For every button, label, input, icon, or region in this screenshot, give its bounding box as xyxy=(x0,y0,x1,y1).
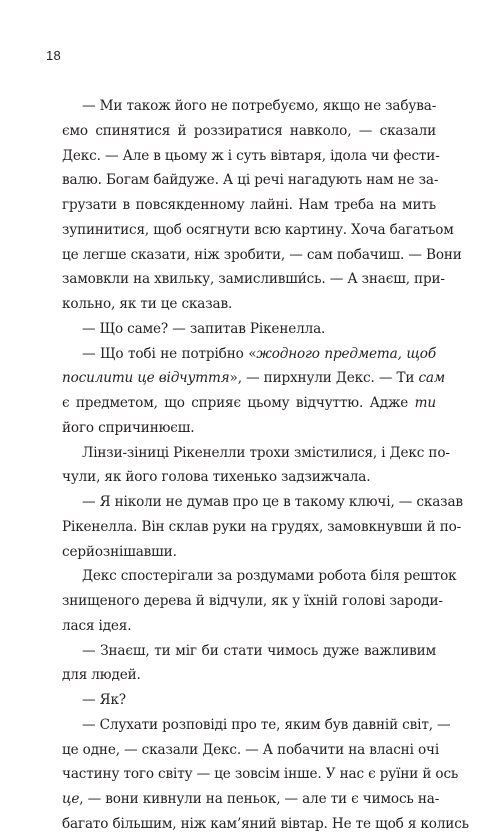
text-segment: Рікенелла. Він склав руки на грудях, замовкнувши й по- xyxy=(62,518,462,535)
text-segment: для людей. xyxy=(62,667,141,684)
italic-text: жодного предмета, щоб xyxy=(256,345,436,362)
text-line xyxy=(62,738,440,763)
text-line xyxy=(62,589,443,614)
text-segment: це легше сказати, ніж зробити, — сам побачиш. — Вони xyxy=(62,246,462,263)
text-line xyxy=(62,787,440,812)
text-line xyxy=(62,540,436,565)
text-segment: багато більшим, ніж кам’яний вівтар. Не те щоб я колись xyxy=(62,815,469,832)
text-line xyxy=(62,144,440,169)
italic-text: це xyxy=(62,791,80,807)
italic-text: ти xyxy=(414,395,436,411)
text-line xyxy=(62,564,457,589)
text-segment: Декс спостерігали за роздумами робота біля решток xyxy=(82,568,457,585)
text-line xyxy=(62,490,463,515)
text-line xyxy=(62,267,445,292)
text-segment: — Що саме? — запитав Рікенелла. xyxy=(82,320,326,337)
text-segment: , — вони кивнули на пеньок, — але ти є чимось на- xyxy=(79,791,440,807)
text-segment: », — пирхнули Декс. — Ти xyxy=(229,370,419,387)
text-segment: Декс. — Але в цьому ж і суть вівтаря, ідола чи фести- xyxy=(62,147,440,164)
text-segment: лася ідея. xyxy=(62,617,132,634)
italic-text: сам xyxy=(418,370,445,387)
italic-text: посилити це відчуття xyxy=(62,370,230,387)
text-line xyxy=(62,688,436,713)
text-segment: кольно, як ти це сказав. xyxy=(62,296,233,312)
text-line xyxy=(62,391,436,416)
text-line xyxy=(62,218,454,243)
text-line xyxy=(62,614,436,639)
text-line xyxy=(62,713,451,738)
text-line xyxy=(62,639,436,664)
text-line xyxy=(62,342,436,367)
text-segment: частину того світу — це зовсім інше. У нас є руїни й ось xyxy=(62,766,459,783)
text-line xyxy=(62,366,445,391)
text-segment: — Знаєш, ти міг би стати чимось дуже важливим xyxy=(82,642,436,659)
text-line xyxy=(62,416,436,441)
text-segment: — Що тобі не потрібно « xyxy=(82,345,257,362)
body-text xyxy=(62,94,469,837)
text-line xyxy=(62,812,469,837)
text-line xyxy=(62,243,462,268)
text-line xyxy=(62,119,436,144)
text-segment: зупинитися, щоб осягнути всю картину. Хоча багатьом xyxy=(62,221,454,238)
text-segment: це одне, — сказали Декс. — А побачити на власні очі xyxy=(62,741,440,758)
text-segment: ємо спинятися й роззиратися навколо, — сказали xyxy=(62,122,436,139)
text-segment: валю. Богам байдуже. А ці речі нагадують нам не за- xyxy=(62,172,439,189)
text-segment: — Ми також його не потребуємо, якщо не забува- xyxy=(82,98,437,114)
text-line xyxy=(62,168,439,193)
text-segment: знищеного дерева й відчули, як у їхній голові зароди- xyxy=(62,593,443,609)
text-line xyxy=(62,193,436,218)
page-number: 18 xyxy=(46,48,62,63)
text-segment: замовкли на хвильку, замисливши́сь. — А знаєш, при- xyxy=(62,271,445,288)
text-segment: серйознішавши. xyxy=(62,543,177,560)
text-segment: чули, як його голова тихенько задзижчала. xyxy=(62,469,371,486)
text-line xyxy=(62,515,462,540)
text-segment: його спричинюєш. xyxy=(62,419,195,436)
text-segment: — Я ніколи не думав про це в такому ключі, — сказав xyxy=(82,494,463,510)
text-segment: — Слухати розповіді про те, яким був давній світ, — xyxy=(82,716,451,733)
text-line xyxy=(62,292,436,317)
text-segment: Лінзи-зіниці Рікенелли трохи змістилися, і Декс по- xyxy=(82,444,450,461)
text-line xyxy=(62,441,450,466)
text-line xyxy=(62,663,436,688)
text-line xyxy=(62,317,436,342)
text-line xyxy=(62,465,436,490)
text-line xyxy=(62,94,436,119)
text-line xyxy=(62,762,459,787)
text-segment: є предметом, що сприяє цьому відчуттю. Адже xyxy=(62,395,415,411)
text-segment: грузати в повсякденному лайні. Нам треба на мить xyxy=(62,197,436,213)
text-segment: — Як? xyxy=(82,692,126,708)
